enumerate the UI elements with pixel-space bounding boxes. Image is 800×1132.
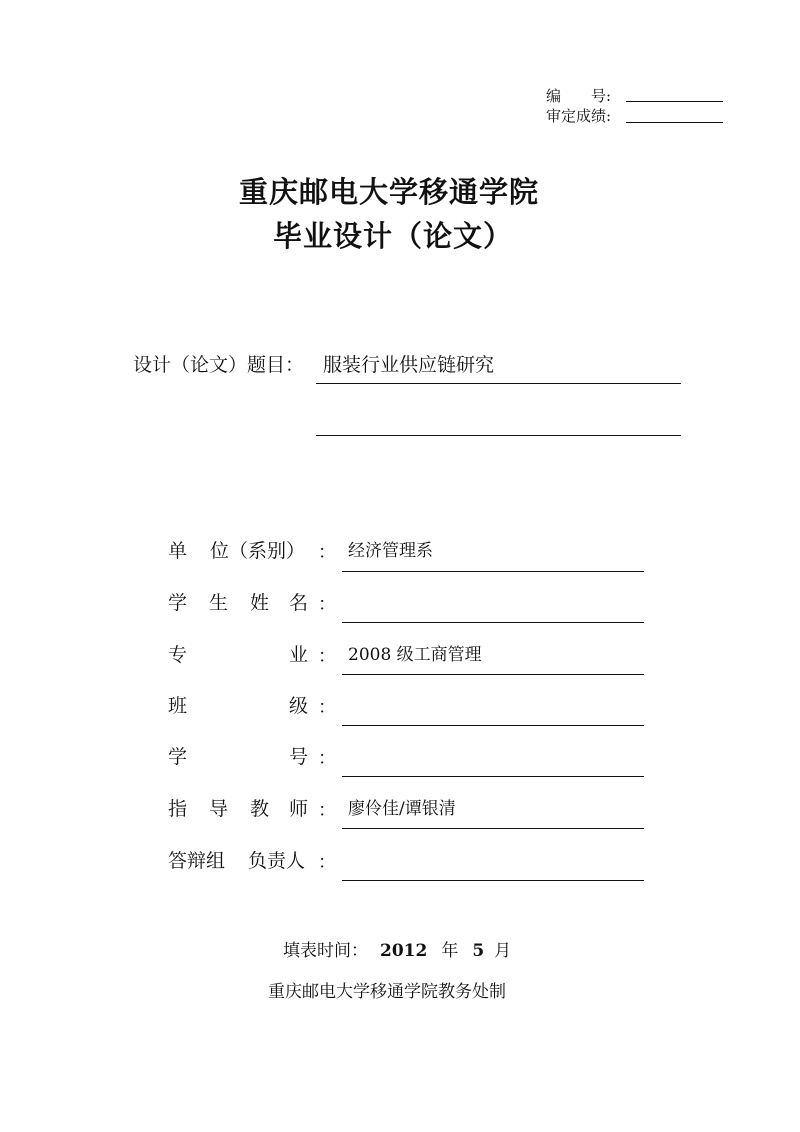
fill-year-unit: 年 bbox=[441, 941, 459, 961]
code-label: 编 号: bbox=[546, 87, 612, 105]
major-label: 专 业 bbox=[168, 644, 309, 666]
topic-value: 服装行业供应链研究 bbox=[323, 354, 495, 376]
school-title: 重庆邮电大学移通学院 bbox=[239, 175, 540, 209]
student-name-colon: ： bbox=[318, 594, 336, 615]
fill-year: 2012 bbox=[380, 941, 428, 961]
unit-value: 经济管理系 bbox=[348, 541, 433, 561]
topic-line-1[interactable] bbox=[316, 383, 681, 384]
unit-colon: ： bbox=[318, 542, 336, 563]
fill-time-label: 填表时间： bbox=[283, 941, 368, 961]
major-colon: ： bbox=[318, 646, 336, 667]
advisor-line[interactable] bbox=[342, 828, 644, 829]
fill-month-unit: 月 bbox=[494, 941, 512, 961]
committee-label: 答辩组 负责人 bbox=[168, 850, 306, 872]
committee-colon: ： bbox=[318, 852, 336, 873]
major-line[interactable] bbox=[342, 674, 644, 675]
student-name-line[interactable] bbox=[342, 622, 644, 623]
grade-field-line[interactable] bbox=[626, 122, 723, 123]
grade-label: 审定成绩: bbox=[546, 107, 612, 125]
document-type-title: 毕业设计（论文） bbox=[273, 219, 514, 253]
student-id-colon: ： bbox=[318, 748, 336, 769]
topic-line-2[interactable] bbox=[316, 435, 681, 436]
fill-month: 5 bbox=[472, 941, 485, 961]
student-name-label: 学 生 姓 名 bbox=[168, 592, 309, 614]
topic-label: 设计（论文）题目： bbox=[133, 354, 305, 376]
advisor-value: 廖伶佳/谭银清 bbox=[348, 799, 456, 819]
advisor-label: 指 导 教 师 bbox=[168, 798, 309, 820]
student-id-label: 学 号 bbox=[168, 746, 309, 768]
student-id-line[interactable] bbox=[342, 776, 644, 777]
advisor-colon: ： bbox=[318, 800, 336, 821]
class-colon: ： bbox=[318, 697, 336, 718]
class-label: 班 级 bbox=[168, 695, 309, 717]
unit-line[interactable] bbox=[342, 571, 644, 572]
major-value: 2008 级工商管理 bbox=[348, 645, 482, 665]
fill-time bbox=[283, 936, 511, 961]
committee-line[interactable] bbox=[342, 880, 644, 881]
issuer-text: 重庆邮电大学移通学院教务处制 bbox=[268, 982, 506, 1002]
code-field-line[interactable] bbox=[626, 101, 723, 102]
unit-label: 单 位（系别） bbox=[168, 540, 306, 562]
class-line[interactable] bbox=[342, 725, 644, 726]
